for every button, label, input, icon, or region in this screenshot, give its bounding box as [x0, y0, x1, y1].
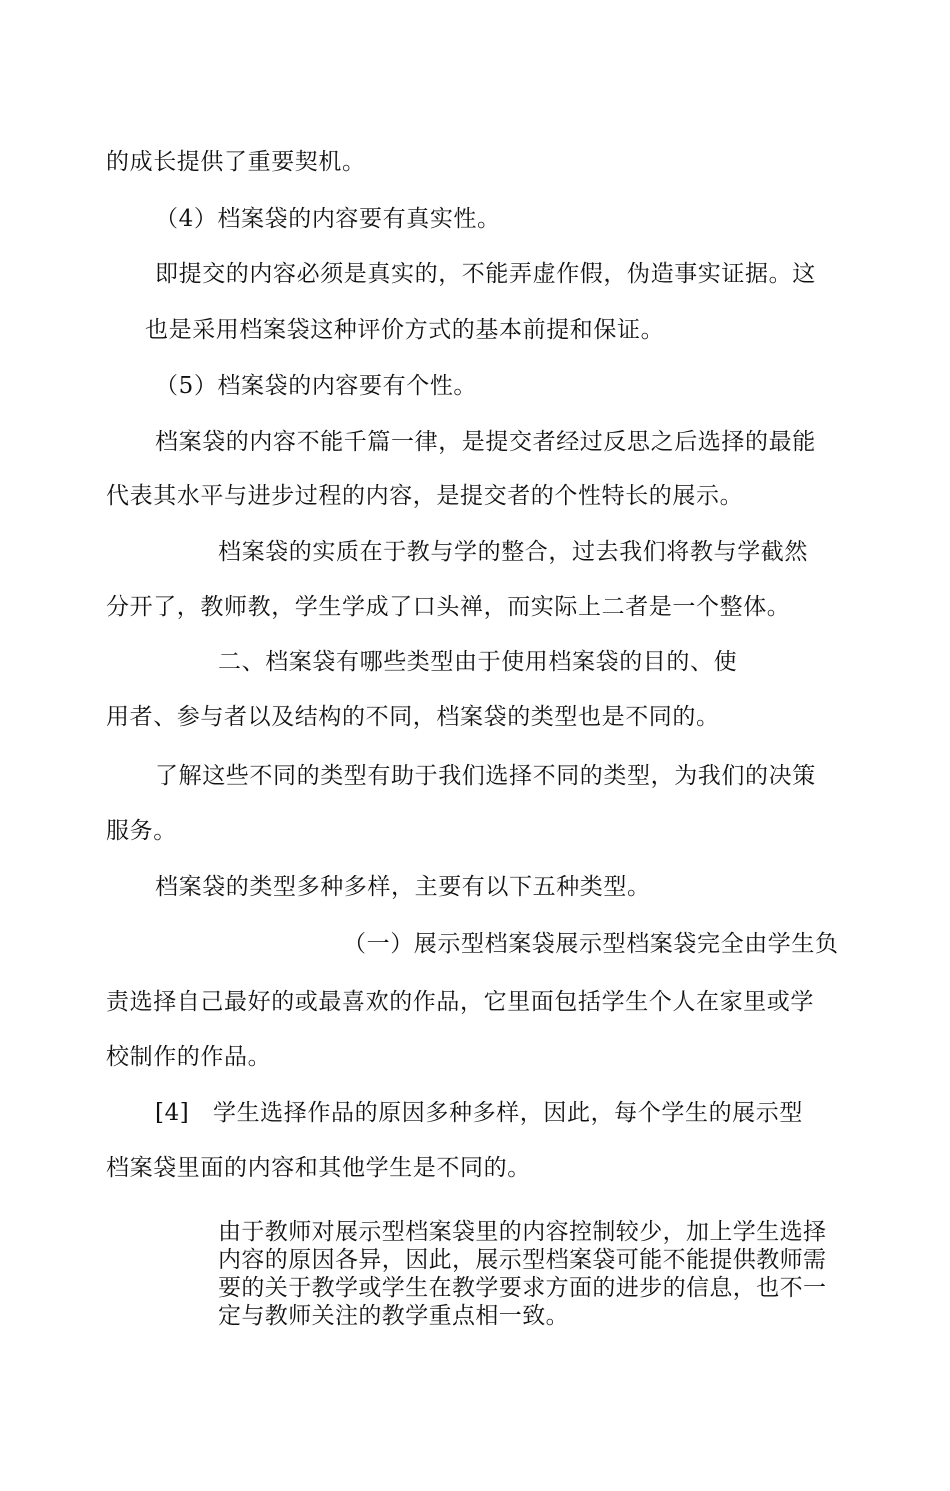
paragraph-line: 校制作的作品。: [106, 1044, 272, 1070]
paragraph-line: 档案袋的实质在于教与学的整合，过去我们将教与学截然: [218, 539, 808, 565]
paragraph-line: [4] 学生选择作品的原因多种多样，因此，每个学生的展示型: [155, 1100, 803, 1126]
paragraph-line: 也是采用档案袋这种评价方式的基本前提和保证。: [145, 317, 665, 343]
paragraph-line: 分开了，教师教，学生学成了口头禅，而实际上二者是一个整体。: [106, 594, 791, 620]
paragraph-line: 责选择自己最好的或最喜欢的作品，它里面包括学生个人在家里或学: [106, 989, 814, 1015]
paragraph-line: 了解这些不同的类型有助于我们选择不同的类型，为我们的决策: [155, 763, 816, 789]
section-heading: （一）展示型档案袋展示型档案袋完全由学生负: [343, 931, 839, 957]
paragraph-line: 代表其水平与进步过程的内容，是提交者的个性特长的展示。: [106, 483, 744, 509]
section-heading: 二、档案袋有哪些类型由于使用档案袋的目的、使: [218, 649, 738, 675]
section-heading: （5）档案袋的内容要有个性。: [155, 373, 478, 399]
paragraph-line: 服务。: [106, 818, 177, 844]
paragraph-line: 用者、参与者以及结构的不同，档案袋的类型也是不同的。: [106, 704, 720, 730]
section-heading: （4）档案袋的内容要有真实性。: [155, 206, 501, 232]
block-line: 要的关于教学或学生在教学要求方面的进步的信息，也不一: [218, 1275, 827, 1301]
block-line: 定与教师关注的教学重点相一致。: [218, 1303, 569, 1329]
paragraph-line: 即提交的内容必须是真实的，不能弄虚作假，伪造事实证据。这: [155, 261, 816, 287]
block-line: 由于教师对展示型档案袋里的内容控制较少，加上学生选择: [218, 1219, 827, 1245]
paragraph-line: 档案袋的内容不能千篇一律，是提交者经过反思之后选择的最能: [155, 429, 816, 455]
paragraph-line: 档案袋的类型多种多样，主要有以下五种类型。: [155, 874, 651, 900]
paragraph-line: 的成长提供了重要契机。: [106, 149, 366, 175]
block-line: 内容的原因各异，因此，展示型档案袋可能不能提供教师需: [218, 1247, 827, 1273]
paragraph-line: 档案袋里面的内容和其他学生是不同的。: [106, 1155, 531, 1181]
indented-paragraph: [218, 1218, 848, 1330]
